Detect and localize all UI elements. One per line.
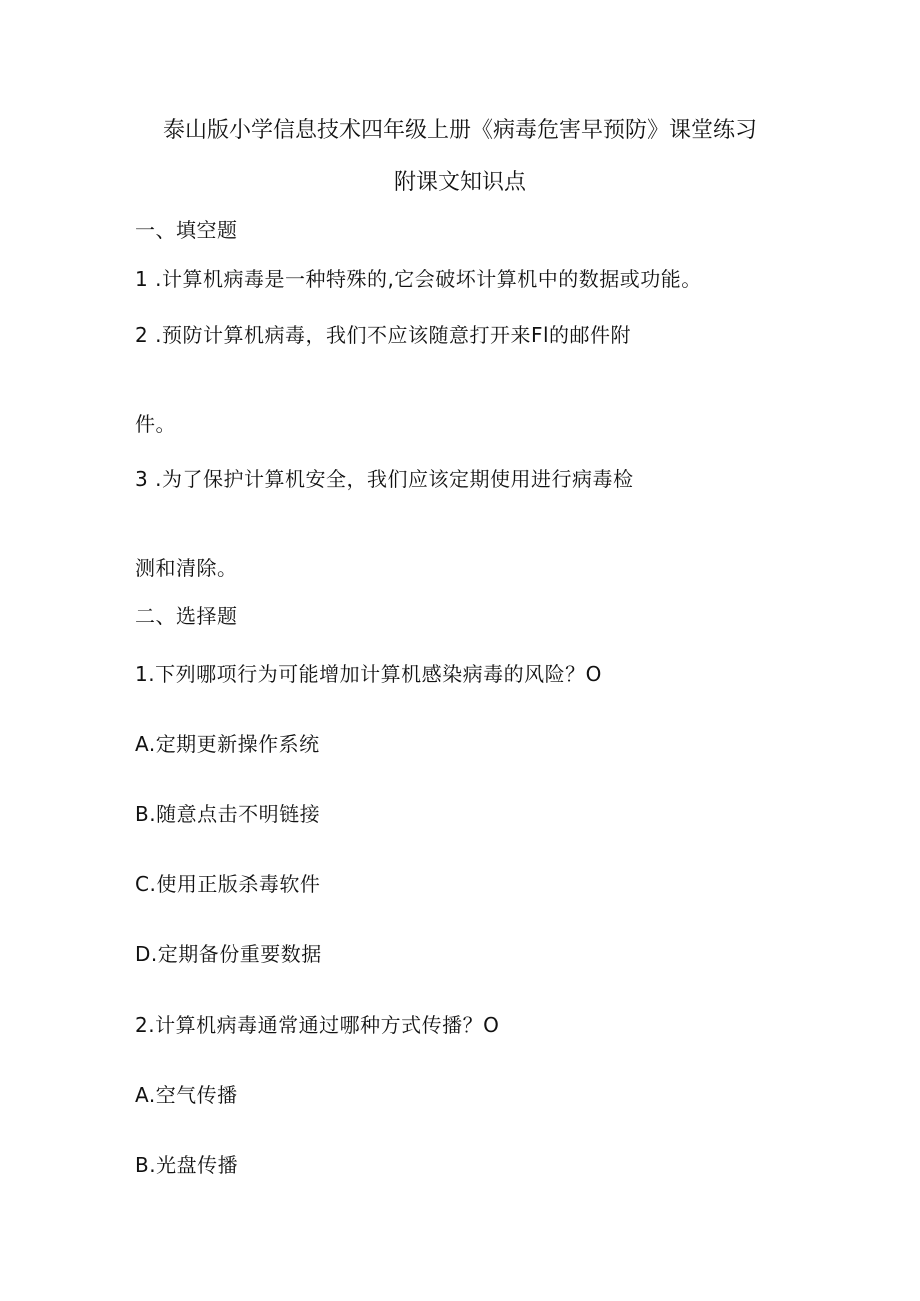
document-title: 泰山版小学信息技术四年级上册《病毒危害早预防》课堂练习 [162,118,757,143]
section-heading-fill-in: 一、填空题 [135,218,238,242]
section-heading-multiple-choice: 二、选择题 [135,604,238,628]
choice-1-option-b: B.随意点击不明链接 [135,802,321,826]
choice-question-2: 2.计算机病毒通常通过哪种方式传播？O [135,1013,500,1037]
fill-in-question-3: 3 .为了保护计算机安全，我们应该定期使用进行病毒检 [135,467,634,491]
fill-in-question-2: 2 .预防计算机病毒，我们不应该随意打开来Fl的邮件附 [135,323,631,347]
choice-2-option-b: B.光盘传播 [135,1153,239,1177]
fill-in-question-2-continued: 件。 [135,412,176,436]
choice-question-1: 1.下列哪项行为可能增加计算机感染病毒的风险？O [135,662,602,686]
choice-1-option-d: D.定期备份重要数据 [135,942,322,966]
fill-in-question-1: 1 .计算机病毒是一种特殊的,它会破坏计算机中的数据或功能。 [135,267,702,291]
document-subtitle: 附课文知识点 [393,170,526,195]
choice-1-option-c: C.使用正版杀毒软件 [135,872,321,896]
choice-1-option-a: A.定期更新操作系统 [135,732,320,756]
fill-in-question-3-continued: 测和清除。 [135,556,238,580]
choice-2-option-a: A.空气传播 [135,1083,238,1107]
